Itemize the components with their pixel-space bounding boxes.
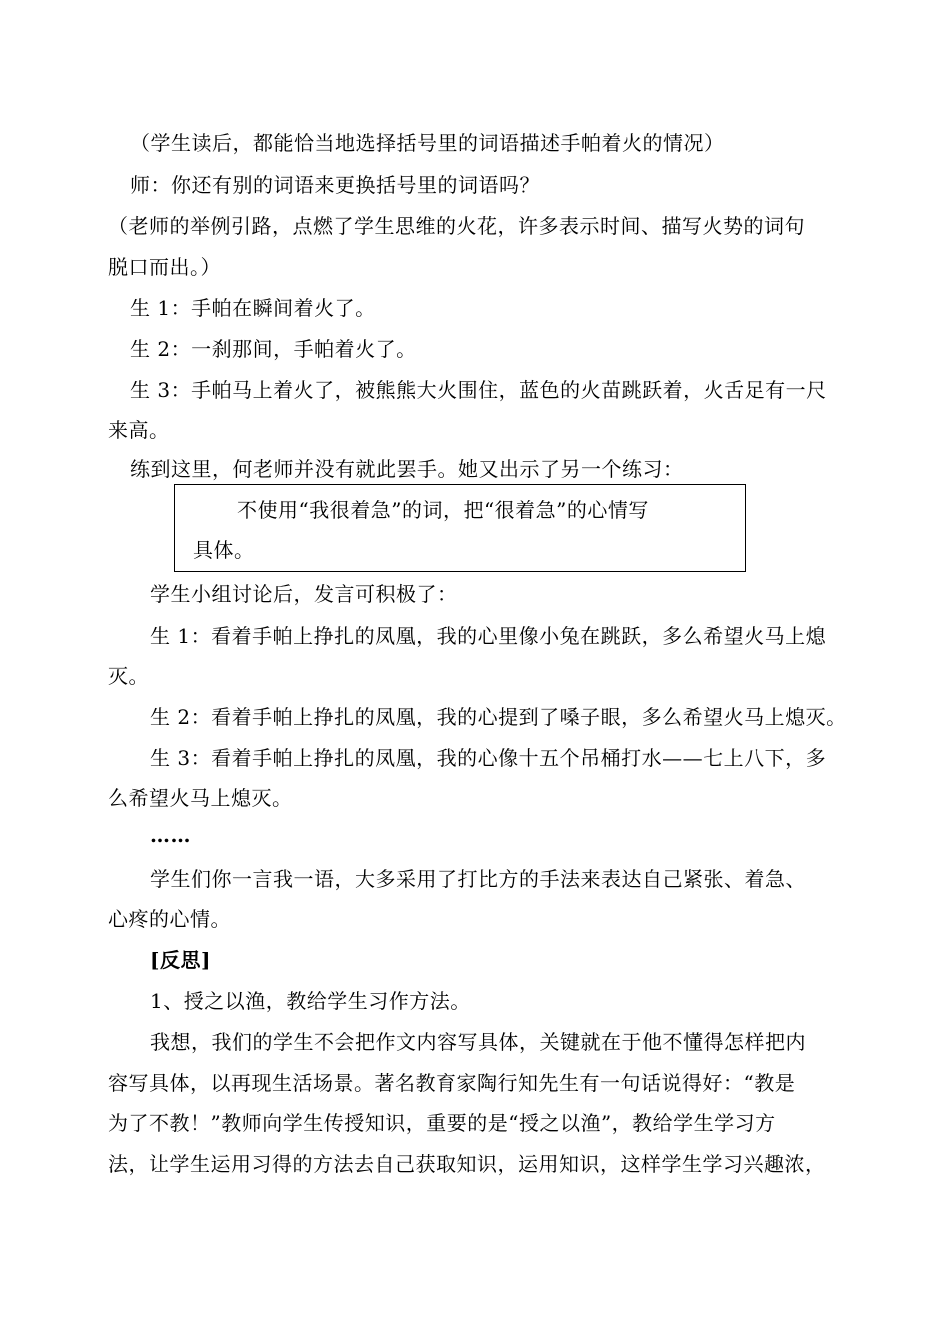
paragraph-line: 容写具体，以再现生活场景。著名教育家陶行知先生有一句话说得好：“教是 (108, 1071, 796, 1095)
paragraph-line: （老师的举例引路，点燃了学生思维的火花，许多表示时间、描写火势的词句 (108, 214, 805, 238)
paragraph-line: 生 2：看着手帕上挣扎的凤凰，我的心提到了嗓子眼，多么希望火马上熄灭。 (150, 705, 847, 729)
exercise-box-line: 不使用“我很着急”的词，把“很着急”的心情写 (237, 498, 649, 522)
exercise-box-line: 具体。 (193, 538, 255, 562)
paragraph-line: 我想，我们的学生不会把作文内容写具体，关键就在于他不懂得怎样把内 (150, 1030, 806, 1054)
paragraph-line: （学生读后，都能恰当地选择括号里的词语描述手帕着火的情况） (130, 131, 725, 155)
paragraph-line: 么希望火马上熄灭。 (108, 786, 293, 810)
paragraph-line: 生 3：手帕马上着火了，被熊熊大火围住，蓝色的火苗跳跃着，火舌足有一尺 (130, 378, 827, 402)
paragraph-line: 学生们你一言我一语，大多采用了打比方的手法来表达自己紧张、着急、 (150, 867, 806, 891)
paragraph-line: 练到这里，何老师并没有就此罢手。她又出示了另一个练习： (130, 457, 684, 481)
paragraph-line: 为了不教！”教师向学生传授知识，重要的是“授之以渔”，教给学生学习方 (108, 1111, 776, 1135)
paragraph-line: 脱口而出。） (108, 255, 221, 279)
paragraph-line: 生 1：看着手帕上挣扎的凤凰，我的心里像小兔在跳跃，多么希望火马上熄 (150, 624, 827, 648)
paragraph-line: 学生小组讨论后，发言可积极了： (150, 582, 458, 606)
section-heading: [反思] (150, 948, 211, 972)
subheading-line: 1、授之以渔，教给学生习作方法。 (150, 989, 471, 1013)
paragraph-line: 生 1：手帕在瞬间着火了。 (130, 296, 376, 320)
paragraph-line: 生 2：一刹那间，手帕着火了。 (130, 337, 417, 361)
paragraph-line: 心疼的心情。 (108, 907, 231, 931)
paragraph-line: 生 3：看着手帕上挣扎的凤凰，我的心像十五个吊桶打水——七上八下，多 (150, 746, 827, 770)
paragraph-line: 法，让学生运用习得的方法去自己获取知识，运用知识，这样学生学习兴趣浓， (108, 1152, 826, 1176)
paragraph-line: 师：你还有别的词语来更换括号里的词语吗？ (130, 173, 540, 197)
ellipsis-line: …… (150, 823, 191, 847)
exercise-box (174, 484, 746, 572)
paragraph-line: 来高。 (108, 418, 170, 442)
paragraph-line: 灭。 (108, 664, 149, 688)
